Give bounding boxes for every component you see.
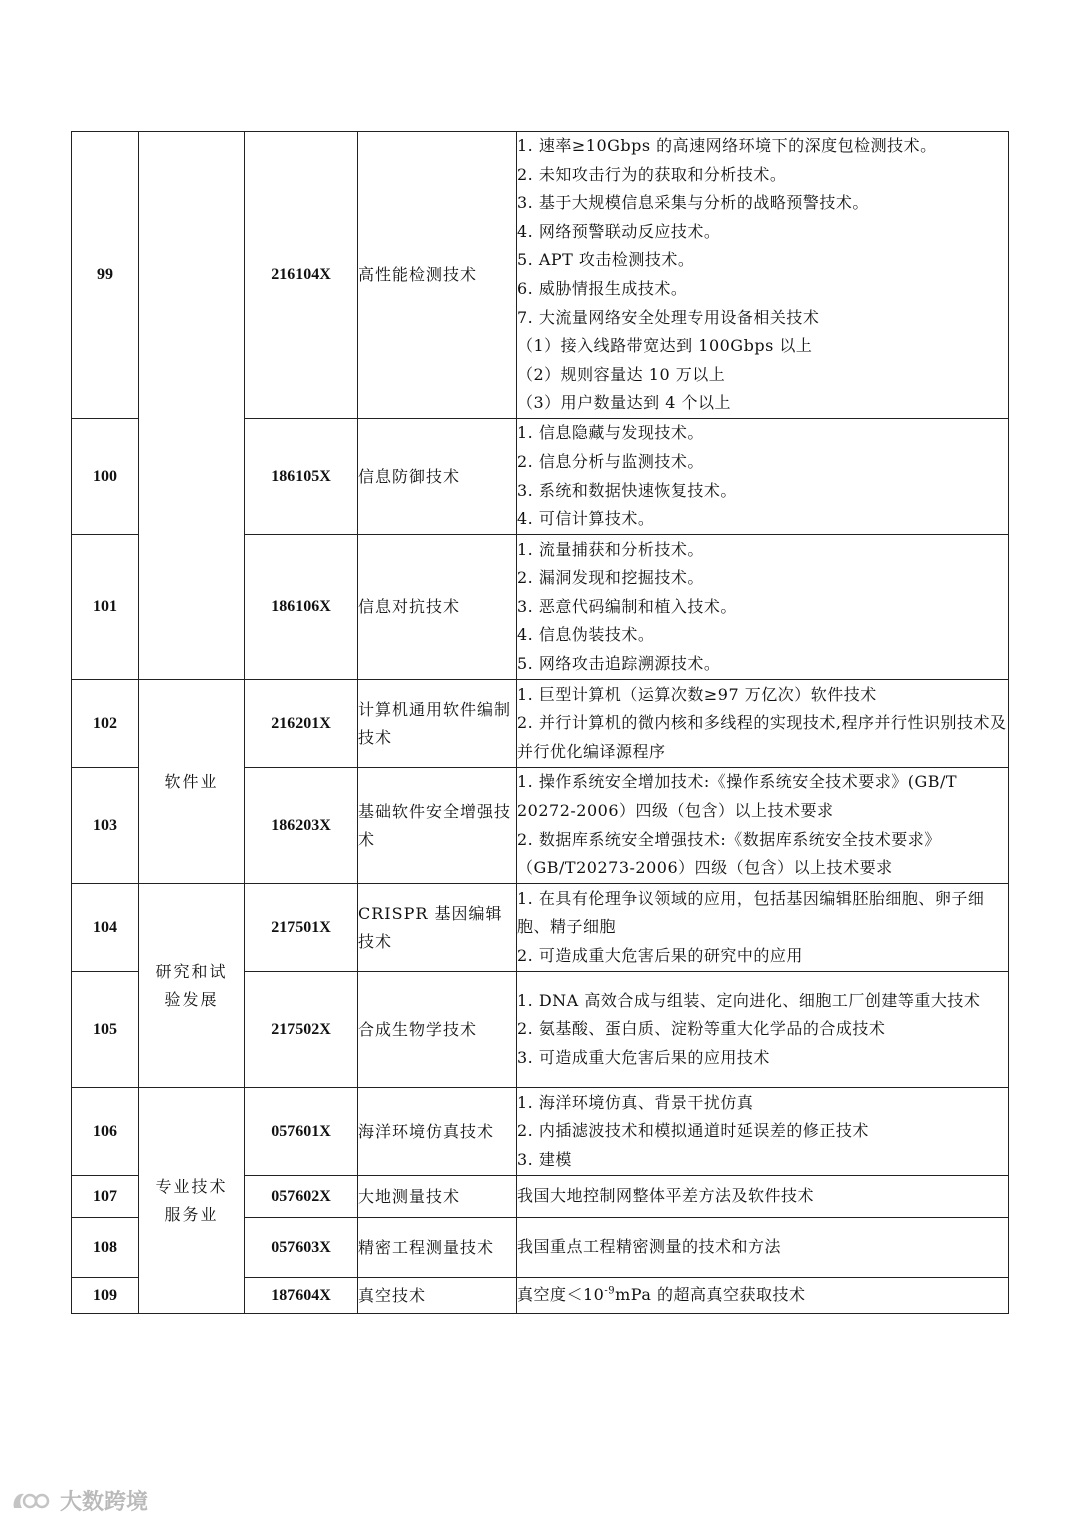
tech-code: 186203X (245, 768, 358, 884)
row-number: 102 (72, 680, 139, 768)
tech-code: 217501X (245, 884, 358, 972)
tech-content (517, 132, 1009, 419)
row-number: 99 (72, 132, 139, 419)
industry-research: 研究和试验发展 (139, 884, 245, 1088)
tech-content (517, 884, 1009, 972)
tech-content (517, 680, 1009, 768)
row-number: 109 (72, 1278, 139, 1314)
content-line: 2. 漏洞发现和挖掘技术。 (517, 568, 704, 588)
tech-name: 计算机通用软件编制技术 (358, 680, 517, 768)
content-line: 1. 速率≥10Gbps 的高速网络环境下的深度包检测技术。 (517, 136, 937, 156)
tech-name: 合成生物学技术 (358, 972, 517, 1088)
tech-name: 高性能检测技术 (358, 132, 517, 419)
watermark-text: 大数跨境 (60, 1490, 149, 1515)
content-line: 4. 网络预警联动反应技术。 (517, 221, 721, 241)
tech-code: 186106X (245, 535, 358, 680)
tech-code: 057601X (245, 1088, 358, 1176)
watermark-logo-icon (10, 1488, 52, 1514)
industry-cell (139, 132, 245, 680)
tech-name: 精密工程测量技术 (358, 1218, 517, 1278)
tech-content (517, 1278, 1009, 1314)
content-line: 1. 巨型计算机（运算次数≥97 万亿次）软件技术 (517, 684, 877, 704)
content-line: 2. 可造成重大危害后果的研究中的应用 (517, 945, 803, 965)
content-post: mPa 的超高真空获取技术 (615, 1285, 806, 1305)
table-row (72, 132, 1009, 419)
tech-name: 信息防御技术 (358, 419, 517, 535)
content-line: 2. 信息分析与监测技术。 (517, 451, 704, 471)
row-number: 106 (72, 1088, 139, 1176)
content-line: 5. APT 攻击检测技术。 (517, 250, 695, 270)
tech-content (517, 1088, 1009, 1176)
row-number: 107 (72, 1176, 139, 1218)
table-row (72, 884, 1009, 972)
tech-content (517, 1218, 1009, 1278)
content-line: 6. 威胁情报生成技术。 (517, 279, 688, 298)
watermark (10, 1485, 148, 1516)
content-line: 1. 信息隐藏与发现技术。 (517, 423, 704, 443)
tech-content (517, 972, 1009, 1088)
tech-name: 基础软件安全增强技术 (358, 768, 517, 884)
content-line: 我国重点工程精密测量的技术和方法 (517, 1237, 782, 1257)
content-line: 1. 流量捕获和分析技术。 (517, 539, 704, 559)
row-number: 105 (72, 972, 139, 1088)
tech-name: 大地测量技术 (358, 1176, 517, 1218)
content-line: 3. 恶意代码编制和植入技术。 (517, 596, 737, 616)
content-line: 4. 可信计算技术。 (517, 509, 655, 529)
tech-content (517, 768, 1009, 884)
tech-code: 186105X (245, 419, 358, 535)
tech-name: CRISPR 基因编辑技术 (358, 884, 517, 972)
row-number: 103 (72, 768, 139, 884)
row-number: 100 (72, 419, 139, 535)
content-line: （1）接入线路带宽达到 100Gbps 以上 (517, 336, 813, 356)
content-line: 3. 建模 (517, 1149, 572, 1169)
content-line (517, 1281, 1008, 1310)
tech-content (517, 419, 1009, 535)
table-row (72, 1088, 1009, 1176)
tech-code: 216201X (245, 680, 358, 768)
content-line: 5. 网络攻击追踪溯源技术。 (517, 653, 721, 673)
content-line: 2. 氨基酸、蛋白质、淀粉等重大化学品的合成技术 (517, 1019, 886, 1039)
content-line: 2. 未知攻击行为的获取和分析技术。 (517, 164, 787, 184)
content-line: （2）规则容量达 10 万以上 (517, 364, 726, 384)
industry-professional: 专业技术服务业 (139, 1088, 245, 1314)
tech-content (517, 1176, 1009, 1218)
tech-name: 信息对抗技术 (358, 535, 517, 680)
content-line: （3）用户数量达到 4 个以上 (517, 393, 732, 413)
content-line: 7. 大流量网络安全处理专用设备相关技术 (517, 307, 820, 327)
tech-code: 217502X (245, 972, 358, 1088)
content-line: 1. 操作系统安全增加技术:《操作系统安全技术要求》(GB/T 20272-2006）四级（包含）以上技术要求 (517, 772, 958, 820)
tech-name: 真空技术 (358, 1278, 517, 1314)
tech-code: 187604X (245, 1278, 358, 1314)
technology-table (71, 131, 1009, 1314)
content-superscript: -9 (604, 1285, 616, 1297)
content-line: 3. 可造成重大危害后果的应用技术 (517, 1047, 770, 1067)
content-line: 1. 在具有伦理争议领域的应用，包括基因编辑胚胎细胞、卵子细胞、精子细胞 (517, 888, 985, 937)
tech-code: 216104X (245, 132, 358, 419)
tech-code: 057602X (245, 1176, 358, 1218)
content-line: 我国大地控制网整体平差方法及软件技术 (517, 1186, 815, 1206)
content-line: 2. 并行计算机的微内核和多线程的实现技术,程序并行性识别技术及并行优化编译源程序 (517, 713, 1007, 761)
industry-software: 软件业 (139, 680, 245, 884)
content-line: 4. 信息伪装技术。 (517, 625, 655, 645)
tech-name: 海洋环境仿真技术 (358, 1088, 517, 1176)
row-number: 104 (72, 884, 139, 972)
tech-content (517, 535, 1009, 680)
content-line: 2. 数据库系统安全增强技术:《数据库系统安全技术要求》（GB/T20273-2006）四级（包含）以上技术要求 (517, 829, 941, 878)
table-row (72, 680, 1009, 768)
content-line: 1. 海洋环境仿真、背景干扰仿真 (517, 1092, 754, 1112)
row-number: 101 (72, 535, 139, 680)
content-line: 3. 基于大规模信息采集与分析的战略预警技术。 (517, 193, 869, 213)
content-line: 3. 系统和数据快速恢复技术。 (517, 480, 737, 500)
tech-code: 057603X (245, 1218, 358, 1278)
content-line: 2. 内插滤波技术和模拟通道时延误差的修正技术 (517, 1121, 869, 1141)
content-line: 1. DNA 高效合成与组装、定向进化、细胞工厂创建等重大技术 (517, 990, 981, 1010)
content-pre: 真空度＜10 (517, 1285, 605, 1305)
row-number: 108 (72, 1218, 139, 1278)
